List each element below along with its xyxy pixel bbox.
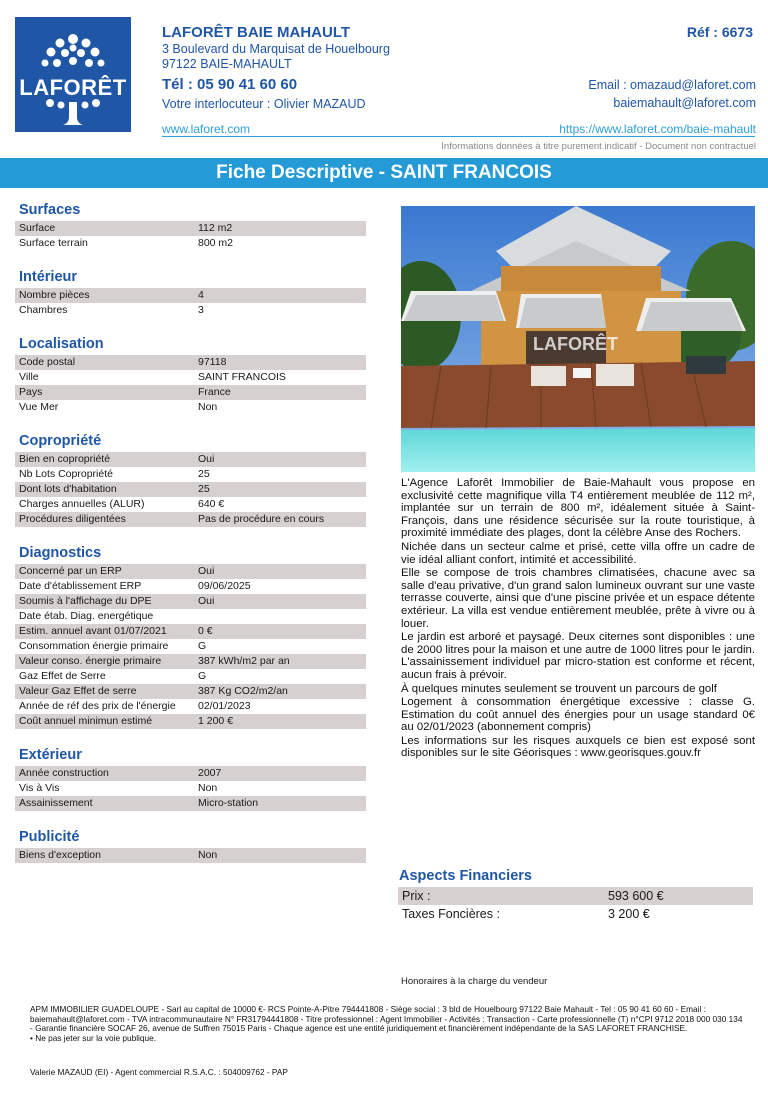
agency-website-link[interactable]: https://www.laforet.com/baie-mahault <box>559 122 756 136</box>
detail-row <box>15 624 366 639</box>
detail-label: Estim. annuel avant 01/07/2021 <box>19 625 167 637</box>
detail-value: 4 <box>198 289 204 301</box>
detail-value: 387 Kg CO2/m2/an <box>198 685 288 697</box>
website-link[interactable]: www.laforet.com <box>162 122 251 136</box>
detail-row <box>15 699 366 714</box>
detail-value: 25 <box>198 468 210 480</box>
detail-row <box>15 497 366 512</box>
detail-value: 800 m2 <box>198 237 234 249</box>
property-description <box>401 477 755 761</box>
section-title: Localisation <box>19 336 104 352</box>
detail-value: Oui <box>198 595 215 607</box>
detail-label: Chambres <box>19 304 68 316</box>
detail-value: 0 € <box>198 625 213 637</box>
logo-wordmark: LAFORÊT <box>19 75 127 100</box>
price-value: 593 600 € <box>608 889 664 903</box>
fees-note: Honoraires à la charge du vendeur <box>401 976 548 987</box>
detail-label: Surface terrain <box>19 237 88 249</box>
description-paragraph: Le jardin est arboré et paysagé. Deux citernes sont disponibles : une de 2000 litres pour la maison et une autre de 1000 litres pour le jardin. L'assainissement individuel par micro-station est conforme et récent, aucun frais à prévoir. <box>401 631 755 681</box>
photo-watermark: LAFORÊT <box>533 334 618 354</box>
detail-value: 97118 <box>198 356 227 368</box>
section-title: Extérieur <box>19 747 82 763</box>
description-paragraph: L'Agence Laforêt Immobilier de Baie-Mahault vous propose en exclusivité cette magnifique villa T4 entièrement meublée de 112 m², implantée sur un terrain de 800 m², idéalement située à Saint-François, dans une résidence sécurisée sur la route touristique, à proximité immédiate des plages, dont la célèbre Anse des Rochers. <box>401 477 755 540</box>
tax-row <box>398 905 753 923</box>
detail-label: Dont lots d'habitation <box>19 483 117 495</box>
detail-value: Micro-station <box>198 797 259 809</box>
price-label: Prix : <box>402 889 431 903</box>
detail-value: 09/06/2025 <box>198 580 251 592</box>
detail-row <box>15 848 366 863</box>
legal-text: APM IMMOBILIER GUADELOUPE - Sarl au capital de 10000 €- RCS Pointe-A-Pitre 794441808 - Siège social : 3 bld de Houelbourg 97122 Baie Mahault - Tel : 05 90 41 60 60 - Email : baiemahault@laforet.com - TVA intracommunautaire N° FR31794441808 - Titre professionnel : Agent Immobilier - Activités : Transaction - Carte professionnelle (T) n°CPI 9712 2018 000 030 134 - Garantie financière SOCAF 26, avenue de Suffren 75015 Paris - Chaque agence est une entité juridiquement et financièrement indépendante de la SAS LAFORET FRANCHISE. <box>30 1004 743 1033</box>
detail-row <box>15 796 366 811</box>
detail-label: Valeur Gaz Effet de serre <box>19 685 137 697</box>
detail-label: Procédures diligentées <box>19 513 126 525</box>
section-title: Copropriété <box>19 433 102 449</box>
detail-value: Non <box>198 849 218 861</box>
detail-label: Charges annuelles (ALUR) <box>19 498 145 510</box>
detail-label: Biens d'exception <box>19 849 101 861</box>
detail-label: Vis à Vis <box>19 782 60 794</box>
description-paragraph: Nichée dans un secteur calme et prisé, cette villa offre un cadre de vie idéal alliant confort, intimité et accessibilité. <box>401 540 755 566</box>
section-title: Publicité <box>19 829 80 845</box>
agency-name: LAFORÊT BAIE MAHAULT <box>162 24 351 41</box>
detail-label: Date d'établissement ERP <box>19 580 142 592</box>
detail-value: G <box>198 640 207 652</box>
detail-value: Oui <box>198 565 215 577</box>
detail-value: Non <box>198 782 218 794</box>
detail-row <box>15 781 366 796</box>
description-paragraph: Les informations sur les risques auxquels ce bien est exposé sont disponibles sur le site Géorisques : www.georisques.gouv.fr <box>401 734 755 760</box>
detail-label: Coût annuel minimun estimé <box>19 715 153 727</box>
detail-row <box>15 654 366 669</box>
detail-value: France <box>198 386 231 398</box>
description-paragraph: À quelques minutes seulement se trouvent un parcours de golf <box>401 682 717 695</box>
detail-row <box>15 766 366 781</box>
detail-value: 2007 <box>198 767 222 779</box>
description-paragraph: Logement à consommation énergétique excessive : classe G. Estimation du coût annuel des énergies pour un usage standard 0€ au 02/01/2023 (abonnement compris) <box>401 696 755 734</box>
address-line-2: 97122 BAIE-MAHAULT <box>162 57 292 71</box>
detail-row <box>15 221 366 236</box>
detail-value: Oui <box>198 453 215 465</box>
detail-row <box>15 355 366 370</box>
detail-label: Surface <box>19 222 56 234</box>
detail-label: Vue Mer <box>19 401 59 413</box>
detail-value: 640 € <box>198 498 225 510</box>
detail-label: Gaz Effet de Serre <box>19 670 106 682</box>
detail-label: Ville <box>19 371 39 383</box>
detail-row <box>15 452 366 467</box>
section-title: Intérieur <box>19 269 78 285</box>
legal-footer <box>30 1005 745 1043</box>
detail-value: 387 kWh/m2 par an <box>198 655 290 667</box>
detail-label: Code postal <box>19 356 76 368</box>
detail-row <box>15 303 366 318</box>
detail-value: SAINT FRANCOIS <box>198 371 286 383</box>
detail-label: Année construction <box>19 767 109 779</box>
detail-label: Soumis à l'affichage du DPE <box>19 595 152 607</box>
detail-label: Consommation énergie primaire <box>19 640 169 652</box>
property-reference: Réf : 6673 <box>686 24 753 40</box>
detail-row <box>15 236 366 251</box>
detail-label: Nombre pièces <box>19 289 90 301</box>
agent-info: Valerie MAZAUD (EI) - Agent commercial R.S.A.C. : 504009762 - PAP <box>30 1067 288 1077</box>
detail-row <box>15 639 366 654</box>
page-title: Fiche Descriptive - SAINT FRANCOIS <box>216 162 552 183</box>
header-divider <box>162 136 755 137</box>
detail-label: Valeur conso. énergie primaire <box>19 655 162 667</box>
detail-row <box>15 512 366 527</box>
section-title: Diagnostics <box>19 545 102 561</box>
laforet-logo <box>15 17 131 132</box>
detail-row <box>15 385 366 400</box>
address-line-1: 3 Boulevard du Marquisat de Houelbourg <box>162 42 390 56</box>
finances-title: Aspects Financiers <box>399 868 532 884</box>
detail-row <box>15 579 366 594</box>
detail-row <box>15 400 366 415</box>
email-contact[interactable]: Email : omazaud@laforet.com <box>588 78 756 92</box>
detail-label: Date étab. Diag. energétique <box>19 610 154 622</box>
detail-row <box>15 669 366 684</box>
tax-value: 3 200 € <box>608 907 650 921</box>
email-agency[interactable]: baiemahault@laforet.com <box>613 96 756 110</box>
detail-label: Assainissement <box>19 797 93 809</box>
detail-label: Bien en copropriété <box>19 453 111 465</box>
disclaimer: Informations données à titre purement indicatif - Document non contractuel <box>441 141 756 152</box>
detail-value: 1 200 € <box>198 715 234 727</box>
tax-label: Taxes Foncières : <box>402 907 500 921</box>
description-paragraph: Elle se compose de trois chambres climatisées, chacune avec sa salle d'eau privative, d'un grand salon lumineux ouvrant sur une vaste terrasse couverte, ainsi que d'une piscine privée et un espace détente extérieur. La villa est vendue entièrement meublée, prête à vivre ou à louer. <box>401 567 755 630</box>
detail-row <box>15 467 366 482</box>
detail-row <box>15 594 366 609</box>
detail-row <box>15 714 366 729</box>
detail-value: Pas de procédure en cours <box>198 513 325 525</box>
detail-label: Nb Lots Copropriété <box>19 468 113 480</box>
detail-value: 02/01/2023 <box>198 700 251 712</box>
price-row <box>398 887 753 905</box>
detail-row <box>15 684 366 699</box>
detail-row <box>15 609 366 624</box>
detail-value: 3 <box>198 304 204 316</box>
agency-phone[interactable]: Tél : 05 90 41 60 60 <box>162 76 298 93</box>
detail-row <box>15 288 366 303</box>
detail-label: Année de réf des prix de l'énergie <box>19 700 176 712</box>
detail-value: 112 m2 <box>198 222 233 234</box>
section-title: Surfaces <box>19 202 81 218</box>
detail-label: Concerné par un ERP <box>19 565 122 577</box>
title-banner <box>0 158 768 188</box>
detail-value: Non <box>198 401 218 413</box>
property-photo <box>401 206 755 472</box>
contact-person: Votre interlocuteur : Olivier MAZAUD <box>162 97 366 111</box>
detail-value: G <box>198 670 207 682</box>
legal-notice: • Ne pas jeter sur la voie publique. <box>30 1032 157 1043</box>
detail-row <box>15 370 366 385</box>
detail-row <box>15 564 366 579</box>
detail-value: 25 <box>198 483 210 495</box>
detail-label: Pays <box>19 386 43 398</box>
detail-row <box>15 482 366 497</box>
